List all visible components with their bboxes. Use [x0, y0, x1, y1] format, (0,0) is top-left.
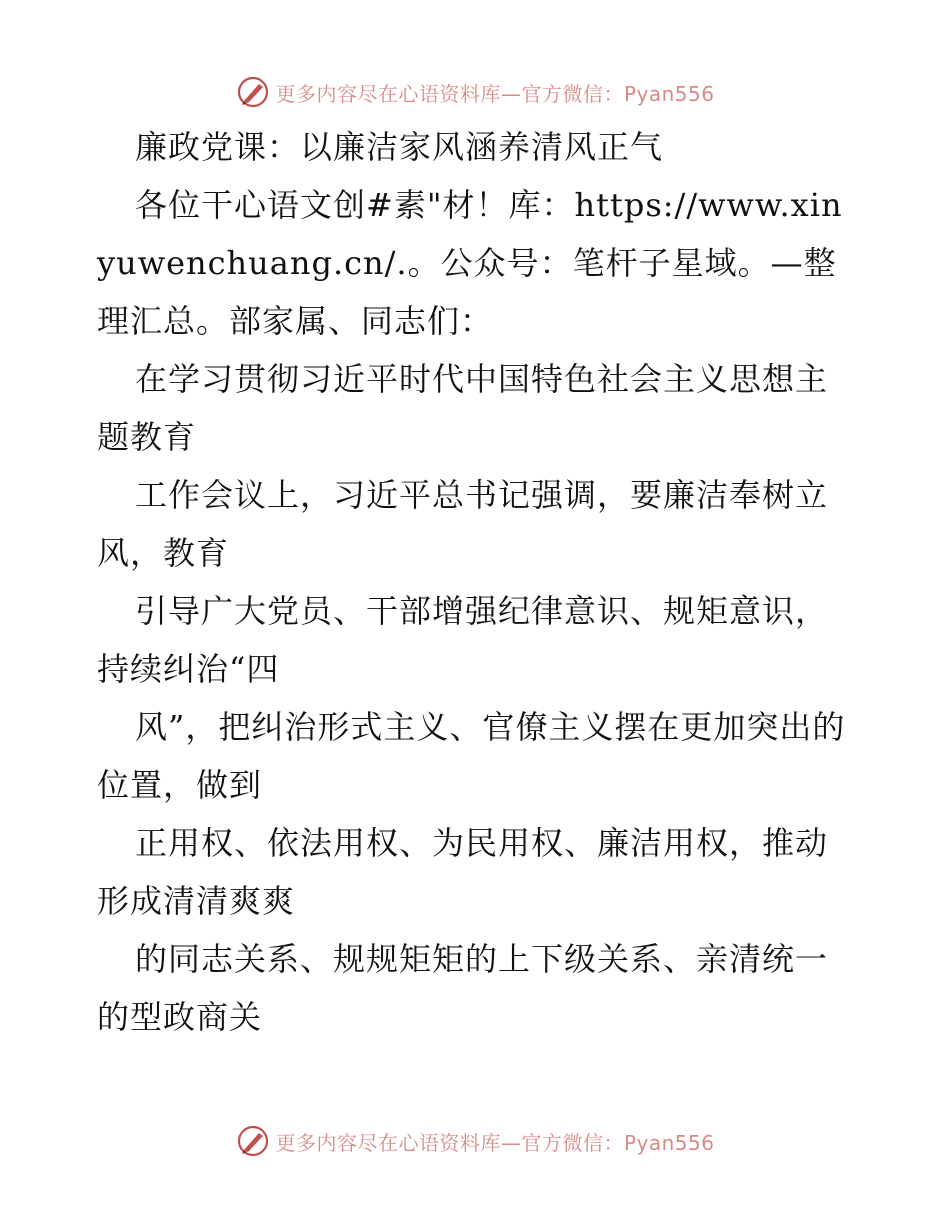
- paragraph: 引导广大党员、干部增强纪律意识、规矩意识，持续纠治“四: [97, 592, 829, 688]
- paragraph: 风”，把纠治形式主义、官僚主义摆在更加突出的位置，做到: [97, 708, 846, 804]
- paragraph: 的同志关系、规规矩矩的上下级关系、亲清统一的型政商关: [97, 940, 829, 1036]
- footer-watermark-banner: [0, 1121, 950, 1161]
- pen-logo-icon: [235, 1123, 271, 1159]
- header-watermark-banner: [0, 72, 950, 112]
- banner-text: 更多内容尽在心语资料库—官方微信：Pyan556: [275, 1130, 715, 1155]
- banner-text: 更多内容尽在心语资料库—官方微信：Pyan556: [275, 81, 715, 106]
- document-body: [97, 118, 857, 1046]
- paragraph: 在学习贯彻习近平时代中国特色社会主义思想主题教育: [97, 360, 829, 456]
- document-title: 廉政党课：以廉洁家风涵养清风正气: [135, 128, 664, 166]
- paragraph: 正用权、依法用权、为民用权、廉洁用权，推动形成清清爽爽: [97, 824, 829, 920]
- pen-logo-icon: [235, 74, 271, 110]
- paragraph: 各位干心语文创#素"材！库：https://www.xinyuwenchuang.cn/.。公众号：笔杆子星域。—整理汇总。部家属、同志们：: [97, 186, 843, 340]
- paragraph: 工作会议上，习近平总书记强调，要廉洁奉树立风，教育: [97, 476, 829, 572]
